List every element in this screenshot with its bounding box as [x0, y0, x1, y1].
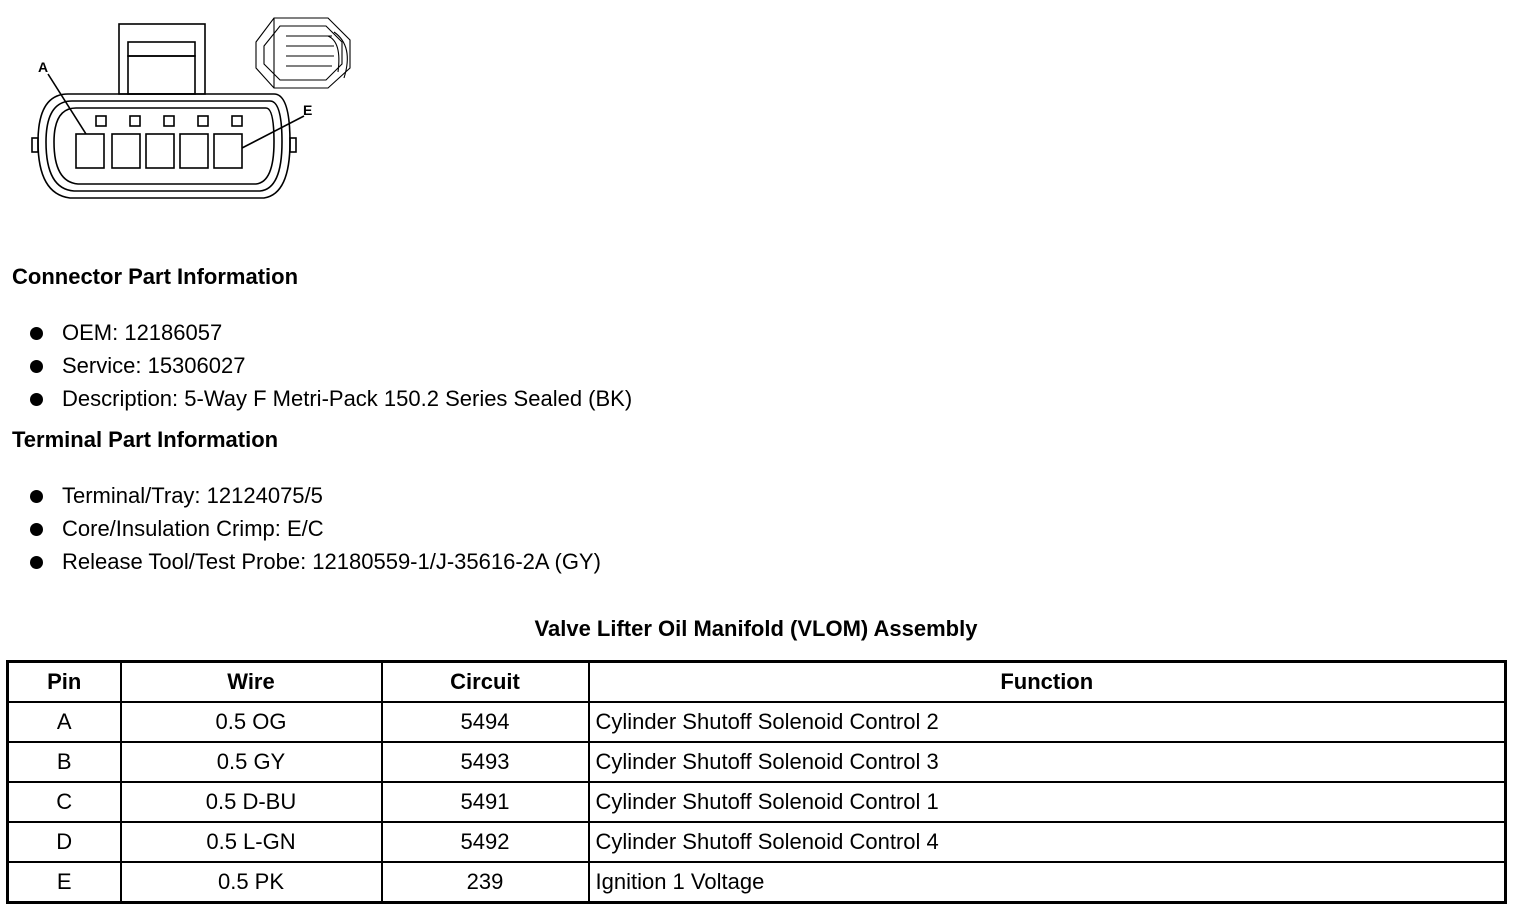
cavity-e: [214, 134, 242, 168]
pinout-table: [6, 660, 1507, 904]
header-wire: Wire: [121, 662, 382, 703]
connector-thumbnail: [256, 18, 350, 88]
release-tool-text: Release Tool/Test Probe: 12180559-1/J-35616-2A (GY): [62, 549, 601, 574]
table-row: [8, 862, 1506, 903]
list-item: [28, 512, 601, 545]
crimp-text: Core/Insulation Crimp: E/C: [62, 516, 324, 541]
connector-info-list: [28, 316, 632, 415]
table-title: Valve Lifter Oil Manifold (VLOM) Assembly: [534, 616, 978, 641]
cell-circuit: 239: [382, 862, 589, 903]
cavity-a: [76, 134, 104, 168]
pin-label-a: A: [38, 59, 49, 75]
cell-function: Cylinder Shutoff Solenoid Control 1: [589, 782, 1506, 822]
list-item: [28, 349, 632, 382]
terminal-tray-text: Terminal/Tray: 12124075/5: [62, 483, 323, 508]
cell-pin: A: [8, 702, 121, 742]
bullet-icon: [30, 523, 43, 536]
bullet-icon: [30, 490, 43, 503]
header-pin: Pin: [8, 662, 121, 703]
bullet-icon: [30, 327, 43, 340]
cell-pin: C: [8, 782, 121, 822]
bullet-icon: [30, 360, 43, 373]
table-header-row: [8, 662, 1506, 703]
cell-pin: E: [8, 862, 121, 903]
cell-pin: D: [8, 822, 121, 862]
list-item: [28, 316, 632, 349]
cell-wire: 0.5 OG: [121, 702, 382, 742]
cell-function: Cylinder Shutoff Solenoid Control 3: [589, 742, 1506, 782]
cavity-b: [112, 134, 140, 168]
list-item: [28, 382, 632, 415]
connector-diagram: [28, 12, 368, 212]
cell-circuit: 5492: [382, 822, 589, 862]
list-item: [28, 479, 601, 512]
header-function: Function: [589, 662, 1506, 703]
cavity-d: [180, 134, 208, 168]
table-row: [8, 822, 1506, 862]
terminal-info-heading: Terminal Part Information: [12, 427, 279, 452]
cell-wire: 0.5 GY: [121, 742, 382, 782]
oem-text: OEM: 12186057: [62, 320, 223, 345]
cell-wire: 0.5 PK: [121, 862, 382, 903]
header-circuit: Circuit: [382, 662, 589, 703]
cell-circuit: 5494: [382, 702, 589, 742]
connector-info-heading: Connector Part Information: [12, 264, 299, 289]
cell-wire: 0.5 L-GN: [121, 822, 382, 862]
cell-pin: B: [8, 742, 121, 782]
terminal-info-list: [28, 479, 601, 578]
cell-function: Cylinder Shutoff Solenoid Control 2: [589, 702, 1506, 742]
cavity-c: [146, 134, 174, 168]
description-text: Description: 5-Way F Metri-Pack 150.2 Series Sealed (BK): [62, 386, 633, 411]
cell-wire: 0.5 D-BU: [121, 782, 382, 822]
table-row: [8, 782, 1506, 822]
bullet-icon: [30, 393, 43, 406]
connector-latch: [119, 24, 205, 94]
pin-label-e: E: [303, 102, 313, 118]
cell-circuit: 5493: [382, 742, 589, 782]
table-row: [8, 702, 1506, 742]
list-item: [28, 545, 601, 578]
cell-function: Cylinder Shutoff Solenoid Control 4: [589, 822, 1506, 862]
cell-function: Ignition 1 Voltage: [589, 862, 1506, 903]
table-row: [8, 742, 1506, 782]
service-text: Service: 15306027: [62, 353, 246, 378]
bullet-icon: [30, 556, 43, 569]
cell-circuit: 5491: [382, 782, 589, 822]
